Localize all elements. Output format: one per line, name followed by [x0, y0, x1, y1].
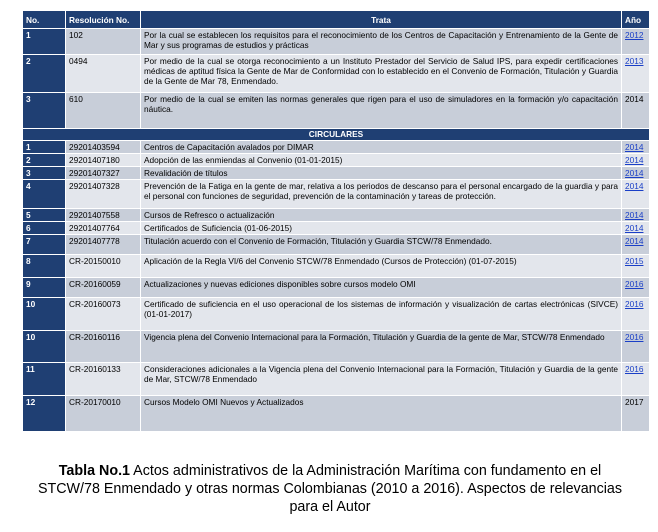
- year-cell: [622, 331, 650, 363]
- table-row: [23, 55, 650, 93]
- row-number: 10: [23, 298, 66, 331]
- resolution-number: 29201407764: [66, 222, 141, 235]
- year-cell: [622, 167, 650, 180]
- year-cell: [622, 154, 650, 167]
- table-row: [23, 209, 650, 222]
- trata-description: Consideraciones adicionales a la Vigencia plena del Convenio Internacional para la Formación, Titulación y Guardia de la gente de Mar, STCW/78 Enmendado: [141, 363, 622, 396]
- table-header-row: [23, 11, 650, 29]
- circulares-body: [23, 141, 650, 432]
- caption-label: Tabla No.1: [58, 463, 130, 479]
- trata-description: Adopción de las enmiendas al Convenio (01-01-2015): [141, 154, 622, 167]
- row-number: 2: [23, 55, 66, 93]
- header-resolucion: Resolución No.: [66, 11, 141, 29]
- row-number: 7: [23, 235, 66, 255]
- row-number: 10: [23, 331, 66, 363]
- trata-description: Aplicación de la Regla VI/6 del Convenio STCW/78 Enmendado (Cursos de Protección) (01-07-2015): [141, 255, 622, 278]
- table-row: [23, 141, 650, 154]
- resolution-number: CR-20160133: [66, 363, 141, 396]
- table-row: [23, 331, 650, 363]
- year-link[interactable]: 2014: [625, 181, 644, 191]
- year-cell: [622, 55, 650, 93]
- year-cell: [622, 396, 650, 432]
- circulares-section-row: [23, 129, 650, 141]
- table-row: [23, 363, 650, 396]
- row-number: 1: [23, 141, 66, 154]
- year-cell: [622, 278, 650, 298]
- resolution-number: 29201407558: [66, 209, 141, 222]
- resolution-number: CR-20160059: [66, 278, 141, 298]
- year-link[interactable]: 2015: [625, 256, 644, 266]
- trata-description: Por medio de la cual se emiten las normas generales que rigen para el uso de simuladores en la formación y/o capacitación náutica.: [141, 93, 622, 129]
- table-row: [23, 29, 650, 55]
- year-text: 2014: [625, 94, 644, 104]
- resoluciones-body: [23, 29, 650, 129]
- row-number: 12: [23, 396, 66, 432]
- resolution-number: 29201407180: [66, 154, 141, 167]
- year-text: 2017: [625, 397, 644, 407]
- resolution-number: CR-20170010: [66, 396, 141, 432]
- table-row: [23, 255, 650, 278]
- table-caption: [30, 462, 630, 516]
- trata-description: Revalidación de títulos: [141, 167, 622, 180]
- year-cell: [622, 180, 650, 209]
- table-row: [23, 235, 650, 255]
- year-link[interactable]: 2016: [625, 364, 644, 374]
- year-link[interactable]: 2014: [625, 210, 644, 220]
- table-row: [23, 298, 650, 331]
- resolution-number: 29201407778: [66, 235, 141, 255]
- table-row: [23, 222, 650, 235]
- trata-description: Por la cual se establecen los requisitos para el reconocimiento de los Centros de Capacitación y Entrenamiento de la Gente de Mar y sus programas de estudios y prácticas: [141, 29, 622, 55]
- resolution-number: 29201407327: [66, 167, 141, 180]
- year-link[interactable]: 2014: [625, 223, 644, 233]
- year-cell: [622, 255, 650, 278]
- year-cell: [622, 363, 650, 396]
- row-number: 3: [23, 167, 66, 180]
- table-row: [23, 396, 650, 432]
- row-number: 6: [23, 222, 66, 235]
- year-link[interactable]: 2012: [625, 30, 644, 40]
- table-row: [23, 180, 650, 209]
- table-row: [23, 93, 650, 129]
- caption-text: Actos administrativos de la Administración Marítima con fundamento en el STCW/78 Enmendado y otras normas Colombianas (2010 a 2016). Aspectos de relevancias para el Autor: [37, 463, 623, 515]
- row-number: 4: [23, 180, 66, 209]
- resolutions-table-container: [22, 10, 649, 432]
- resolution-number: 29201403594: [66, 141, 141, 154]
- resolution-number: 102: [66, 29, 141, 55]
- trata-description: Titulación acuerdo con el Convenio de Formación, Titulación y Guardia STCW/78 Enmendado.: [141, 235, 622, 255]
- trata-description: Centros de Capacitación avalados por DIMAR: [141, 141, 622, 154]
- trata-description: Actualizaciones y nuevas ediciones disponibles sobre cursos modelo OMI: [141, 278, 622, 298]
- row-number: 9: [23, 278, 66, 298]
- year-cell: [622, 222, 650, 235]
- year-link[interactable]: 2013: [625, 56, 644, 66]
- header-trata: Trata: [141, 11, 622, 29]
- row-number: 1: [23, 29, 66, 55]
- year-link[interactable]: 2016: [625, 299, 644, 309]
- year-cell: [622, 209, 650, 222]
- header-anio: Año: [622, 11, 650, 29]
- trata-description: Por medio de la cual se otorga reconocimiento a un Instituto Prestador del Servicio de Salud IPS, para expedir certificaciones médicas de aptitud física la Gente de Mar de Conformidad con lo establecido en el Convenio de Formación, Titulación y Guardia de la Gente de Mar 78, Enmendado.: [141, 55, 622, 93]
- year-link[interactable]: 2016: [625, 279, 644, 289]
- row-number: 2: [23, 154, 66, 167]
- trata-description: Certificados de Suficiencia (01-06-2015): [141, 222, 622, 235]
- resolution-number: CR-20160116: [66, 331, 141, 363]
- year-link[interactable]: 2014: [625, 236, 644, 246]
- resolution-number: 0494: [66, 55, 141, 93]
- row-number: 5: [23, 209, 66, 222]
- year-link[interactable]: 2016: [625, 332, 644, 342]
- year-cell: [622, 93, 650, 129]
- year-link[interactable]: 2014: [625, 168, 644, 178]
- trata-description: Certificado de suficiencia en el uso operacional de los sistemas de información y visualización de cartas electrónicas (SIVCE) (01-01-2017): [141, 298, 622, 331]
- resolutions-table: [22, 10, 650, 432]
- resolution-number: 610: [66, 93, 141, 129]
- year-link[interactable]: 2014: [625, 142, 644, 152]
- circulares-label: CIRCULARES: [23, 129, 650, 141]
- row-number: 8: [23, 255, 66, 278]
- header-no: No.: [23, 11, 66, 29]
- year-cell: [622, 29, 650, 55]
- trata-description: Cursos de Refresco o actualización: [141, 209, 622, 222]
- year-cell: [622, 298, 650, 331]
- table-row: [23, 167, 650, 180]
- resolution-number: 29201407328: [66, 180, 141, 209]
- resolution-number: CR-20160073: [66, 298, 141, 331]
- row-number: 3: [23, 93, 66, 129]
- table-row: [23, 154, 650, 167]
- row-number: 11: [23, 363, 66, 396]
- trata-description: Cursos Modelo OMI Nuevos y Actualizados: [141, 396, 622, 432]
- resolution-number: CR-20150010: [66, 255, 141, 278]
- trata-description: Vigencia plena del Convenio Internacional para la Formación, Titulación y Guardia de la gente de Mar, STCW/78 Enmendado: [141, 331, 622, 363]
- table-row: [23, 278, 650, 298]
- trata-description: Prevención de la Fatiga en la gente de mar, relativa a los periodos de descanso para el personal encargado de la guardia y para el personal con funciones de seguridad, prevención de la contaminación y tareas de protección.: [141, 180, 622, 209]
- year-cell: [622, 235, 650, 255]
- year-link[interactable]: 2014: [625, 155, 644, 165]
- year-cell: [622, 141, 650, 154]
